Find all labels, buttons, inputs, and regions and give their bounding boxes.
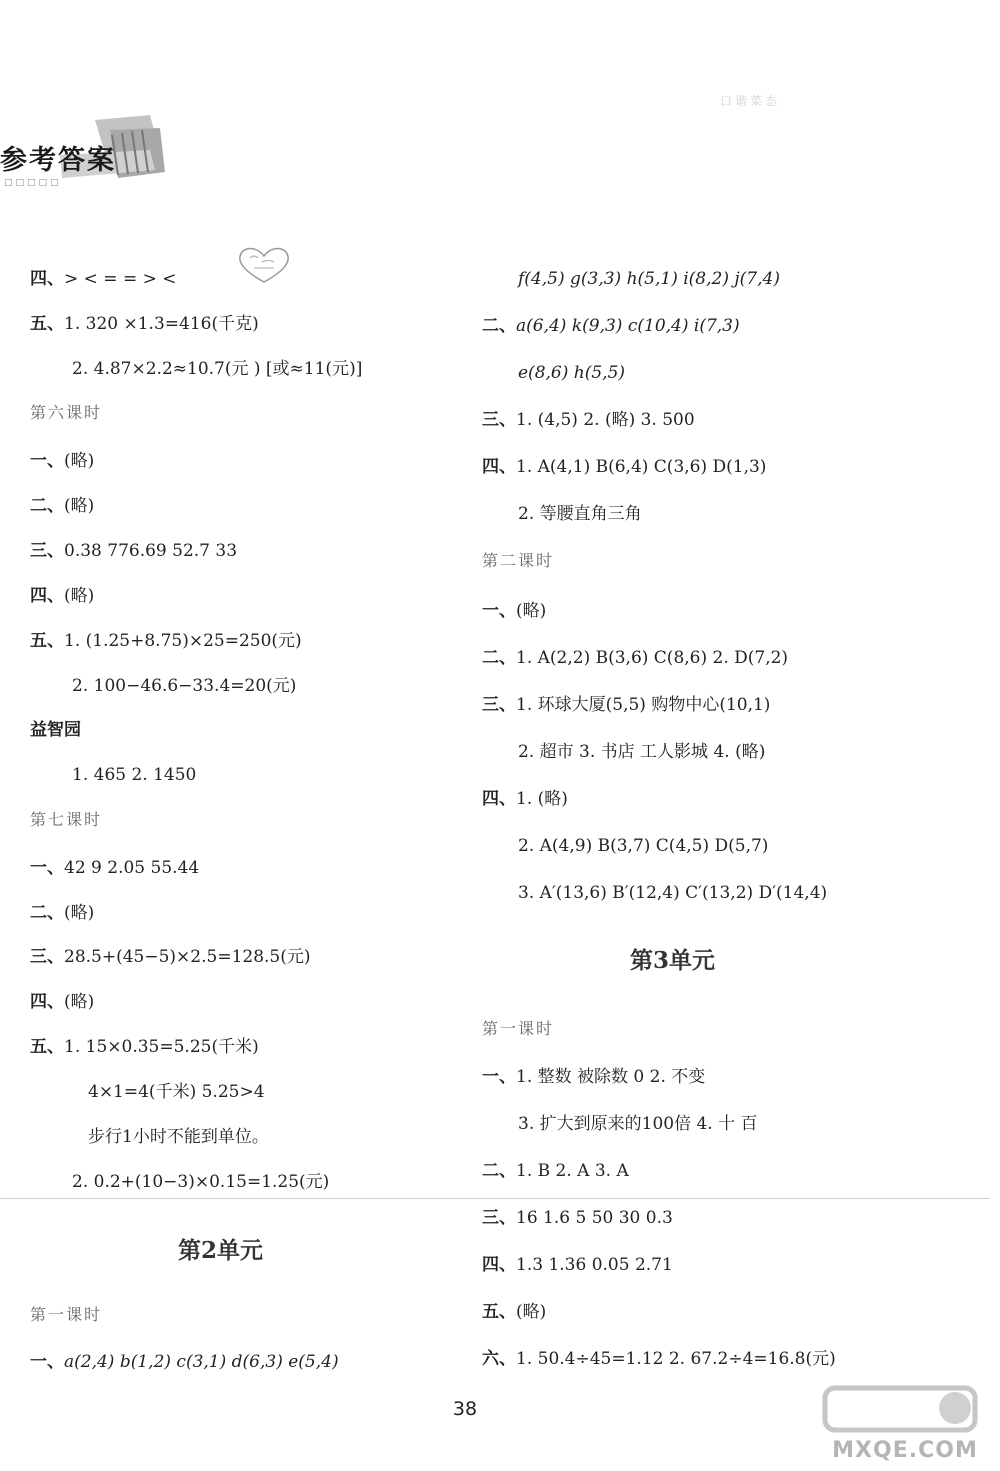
answer-line: f(4,5) g(3,3) h(5,1) i(8,2) j(7,4) [518, 269, 780, 289]
answer-line: 五、1. 320 ×1.3=416(千克) [30, 314, 259, 334]
page-number: 38 [452, 1398, 478, 1420]
unit-heading: 第3单元 [630, 947, 716, 974]
answer-line: 一、a(2,4) b(1,2) c(3,1) d(6,3) e(5,4) [30, 1352, 339, 1372]
answer-line: 四、(略) [30, 586, 95, 606]
answer-line: 二、(略) [30, 903, 95, 923]
section-heading: 第一课时 [30, 1305, 103, 1324]
heart-stamp-icon [232, 244, 296, 284]
answer-line: 2. A(4,9) B(3,7) C(4,5) D(5,7) [518, 836, 769, 856]
answer-line: 二、a(6,4) k(9,3) c(10,4) i(7,3) [482, 316, 740, 336]
watermark [820, 1380, 990, 1465]
answer-line: 2. 超市 3. 书店 工人影城 4. (略) [518, 742, 766, 762]
watermark-text: MXQE.COM [832, 1438, 978, 1463]
answer-line: 步行1小时不能到单位。 [88, 1127, 269, 1147]
answer-line: 一、(略) [482, 601, 547, 621]
answer-line: 三、28.5+(45−5)×2.5=128.5(元) [30, 947, 311, 967]
divider-line [0, 1198, 990, 1199]
section-heading: 第七课时 [30, 810, 103, 829]
answer-header [0, 100, 180, 190]
answer-line: e(8,6) h(5,5) [518, 363, 626, 383]
answer-line: 1. 465 2. 1450 [72, 765, 197, 785]
answer-line: 一、1. 整数 被除数 0 2. 不变 [482, 1067, 706, 1087]
answer-line: 2. 等腰直角三角 [518, 504, 642, 524]
answer-line: 2. 0.2+(10−3)×0.15=1.25(元) [72, 1172, 330, 1192]
answer-line: 四、1. (略) [482, 789, 568, 809]
answer-line: 3. A′(13,6) B′(12,4) C′(13,2) D′(14,4) [518, 883, 828, 903]
answer-line: 3. 扩大到原来的100倍 4. 十 百 [518, 1114, 758, 1134]
answer-line: 四、1.3 1.36 0.05 2.71 [482, 1255, 673, 1275]
answer-line: 三、1. (4,5) 2. (略) 3. 500 [482, 410, 695, 430]
answer-line: 四、(略) [30, 992, 95, 1012]
answer-line: 一、42 9 2.05 55.44 [30, 858, 200, 878]
title-decoration: □□□□□ [4, 178, 62, 188]
watermark-logo-icon [820, 1380, 990, 1440]
section-heading: 第六课时 [30, 403, 103, 422]
answer-line: 六、1. 50.4÷45=1.12 2. 67.2÷4=16.8(元) [482, 1349, 836, 1369]
answer-line: 2. 100−46.6−33.4=20(元) [72, 676, 297, 696]
section-heading: 第二课时 [482, 551, 555, 570]
section-heading-yizhiyuan: 益智园 [30, 720, 81, 740]
answer-line: 四、1. A(4,1) B(6,4) C(3,6) D(1,3) [482, 457, 767, 477]
answer-line: 三、0.38 776.69 52.7 33 [30, 541, 238, 561]
unit-heading: 第2单元 [178, 1237, 264, 1264]
answer-line: 五、1. (1.25+8.75)×25=250(元) [30, 631, 302, 651]
answer-line: 二、1. A(2,2) B(3,6) C(8,6) 2. D(7,2) [482, 648, 789, 668]
answer-line: 4×1=4(千米) 5.25>4 [88, 1082, 265, 1102]
answer-line: 三、16 1.6 5 50 30 0.3 [482, 1208, 673, 1228]
answer-line: 二、1. B 2. A 3. A [482, 1161, 629, 1181]
page-title: 参考答案 [0, 145, 116, 176]
answer-line: 一、(略) [30, 451, 95, 471]
section-heading: 第一课时 [482, 1019, 555, 1038]
faint-header-text: 口谐菜态 [720, 94, 781, 108]
answer-line: 2. 4.87×2.2≈10.7(元 ) [或≈11(元)] [72, 359, 363, 379]
answer-line: 五、(略) [482, 1302, 547, 1322]
answer-line: 四、> < = = > < [30, 269, 177, 289]
answer-line: 五、1. 15×0.35=5.25(千米) [30, 1037, 259, 1057]
answer-line: 二、(略) [30, 496, 95, 516]
answer-line: 三、1. 环球大厦(5,5) 购物中心(10,1) [482, 695, 771, 715]
